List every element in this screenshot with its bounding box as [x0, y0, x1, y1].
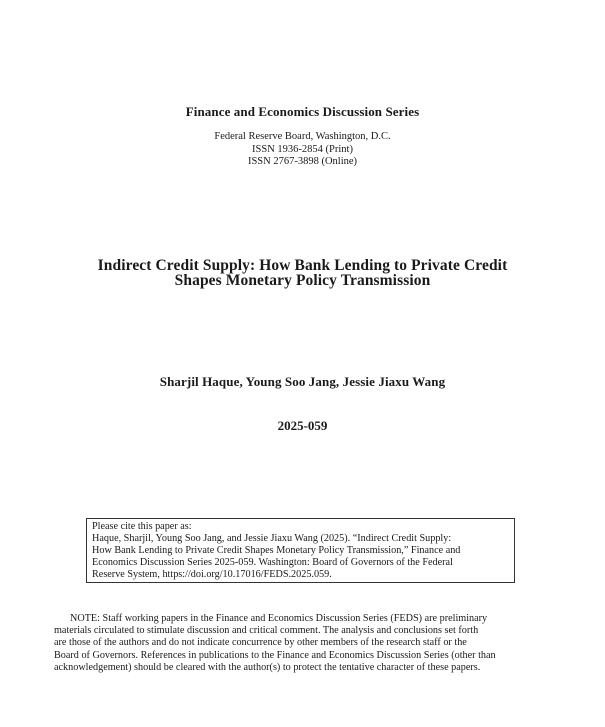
note-line: are those of the authors and do not indicate concurrence by other members of the research staff or the: [54, 637, 467, 649]
issn-online: ISSN 2767-3898 (Online): [247, 156, 358, 167]
citation-line: Reserve System, https://doi.org/10.17016/FEDS.2025.059.: [92, 569, 332, 580]
series-title: Finance and Economics Discussion Series: [185, 104, 420, 119]
citation-line: Haque, Sharjil, Young Soo Jang, and Jessie Jiaxu Wang (2025). “Indirect Credit Supply:: [92, 533, 452, 544]
note-line: materials circulated to stimulate discussion and critical comment. The analysis and conclusions set forth: [54, 625, 479, 637]
authors: Sharjil Haque, Young Soo Jang, Jessie Jiaxu Wang: [159, 374, 446, 389]
citation-line: Please cite this paper as:: [92, 521, 192, 532]
paper-title-line-2: Shapes Monetary Policy Transmission: [174, 272, 431, 289]
paper-number: 2025-059: [277, 418, 328, 433]
disclaimer-note: [54, 613, 551, 674]
note-line: acknowledgement) should be cleared with the author(s) to protect the tentative character of these papers.: [54, 661, 481, 673]
paper-title: [0, 258, 605, 288]
institution: Federal Reserve Board, Washington, D.C.: [214, 131, 391, 142]
note-line: NOTE: Staff working papers in the Finance and Economics Discussion Series (FEDS) are preliminary: [70, 613, 488, 624]
paper-title-line-1: Indirect Credit Supply: How Bank Lending to Private Credit: [97, 257, 508, 274]
publisher-info: [0, 131, 605, 169]
citation-line: How Bank Lending to Private Credit Shapes Monetary Policy Transmission,” Finance and: [92, 545, 461, 556]
citation-box: [86, 518, 515, 583]
citation-line: Economics Discussion Series 2025-059. Washington: Board of Governors of the Federal: [92, 557, 453, 568]
note-line: Board of Governors. References in publications to the Finance and Economics Discussion Series (other than: [54, 649, 496, 661]
issn-print: ISSN 1936-2854 (Print): [252, 143, 353, 155]
